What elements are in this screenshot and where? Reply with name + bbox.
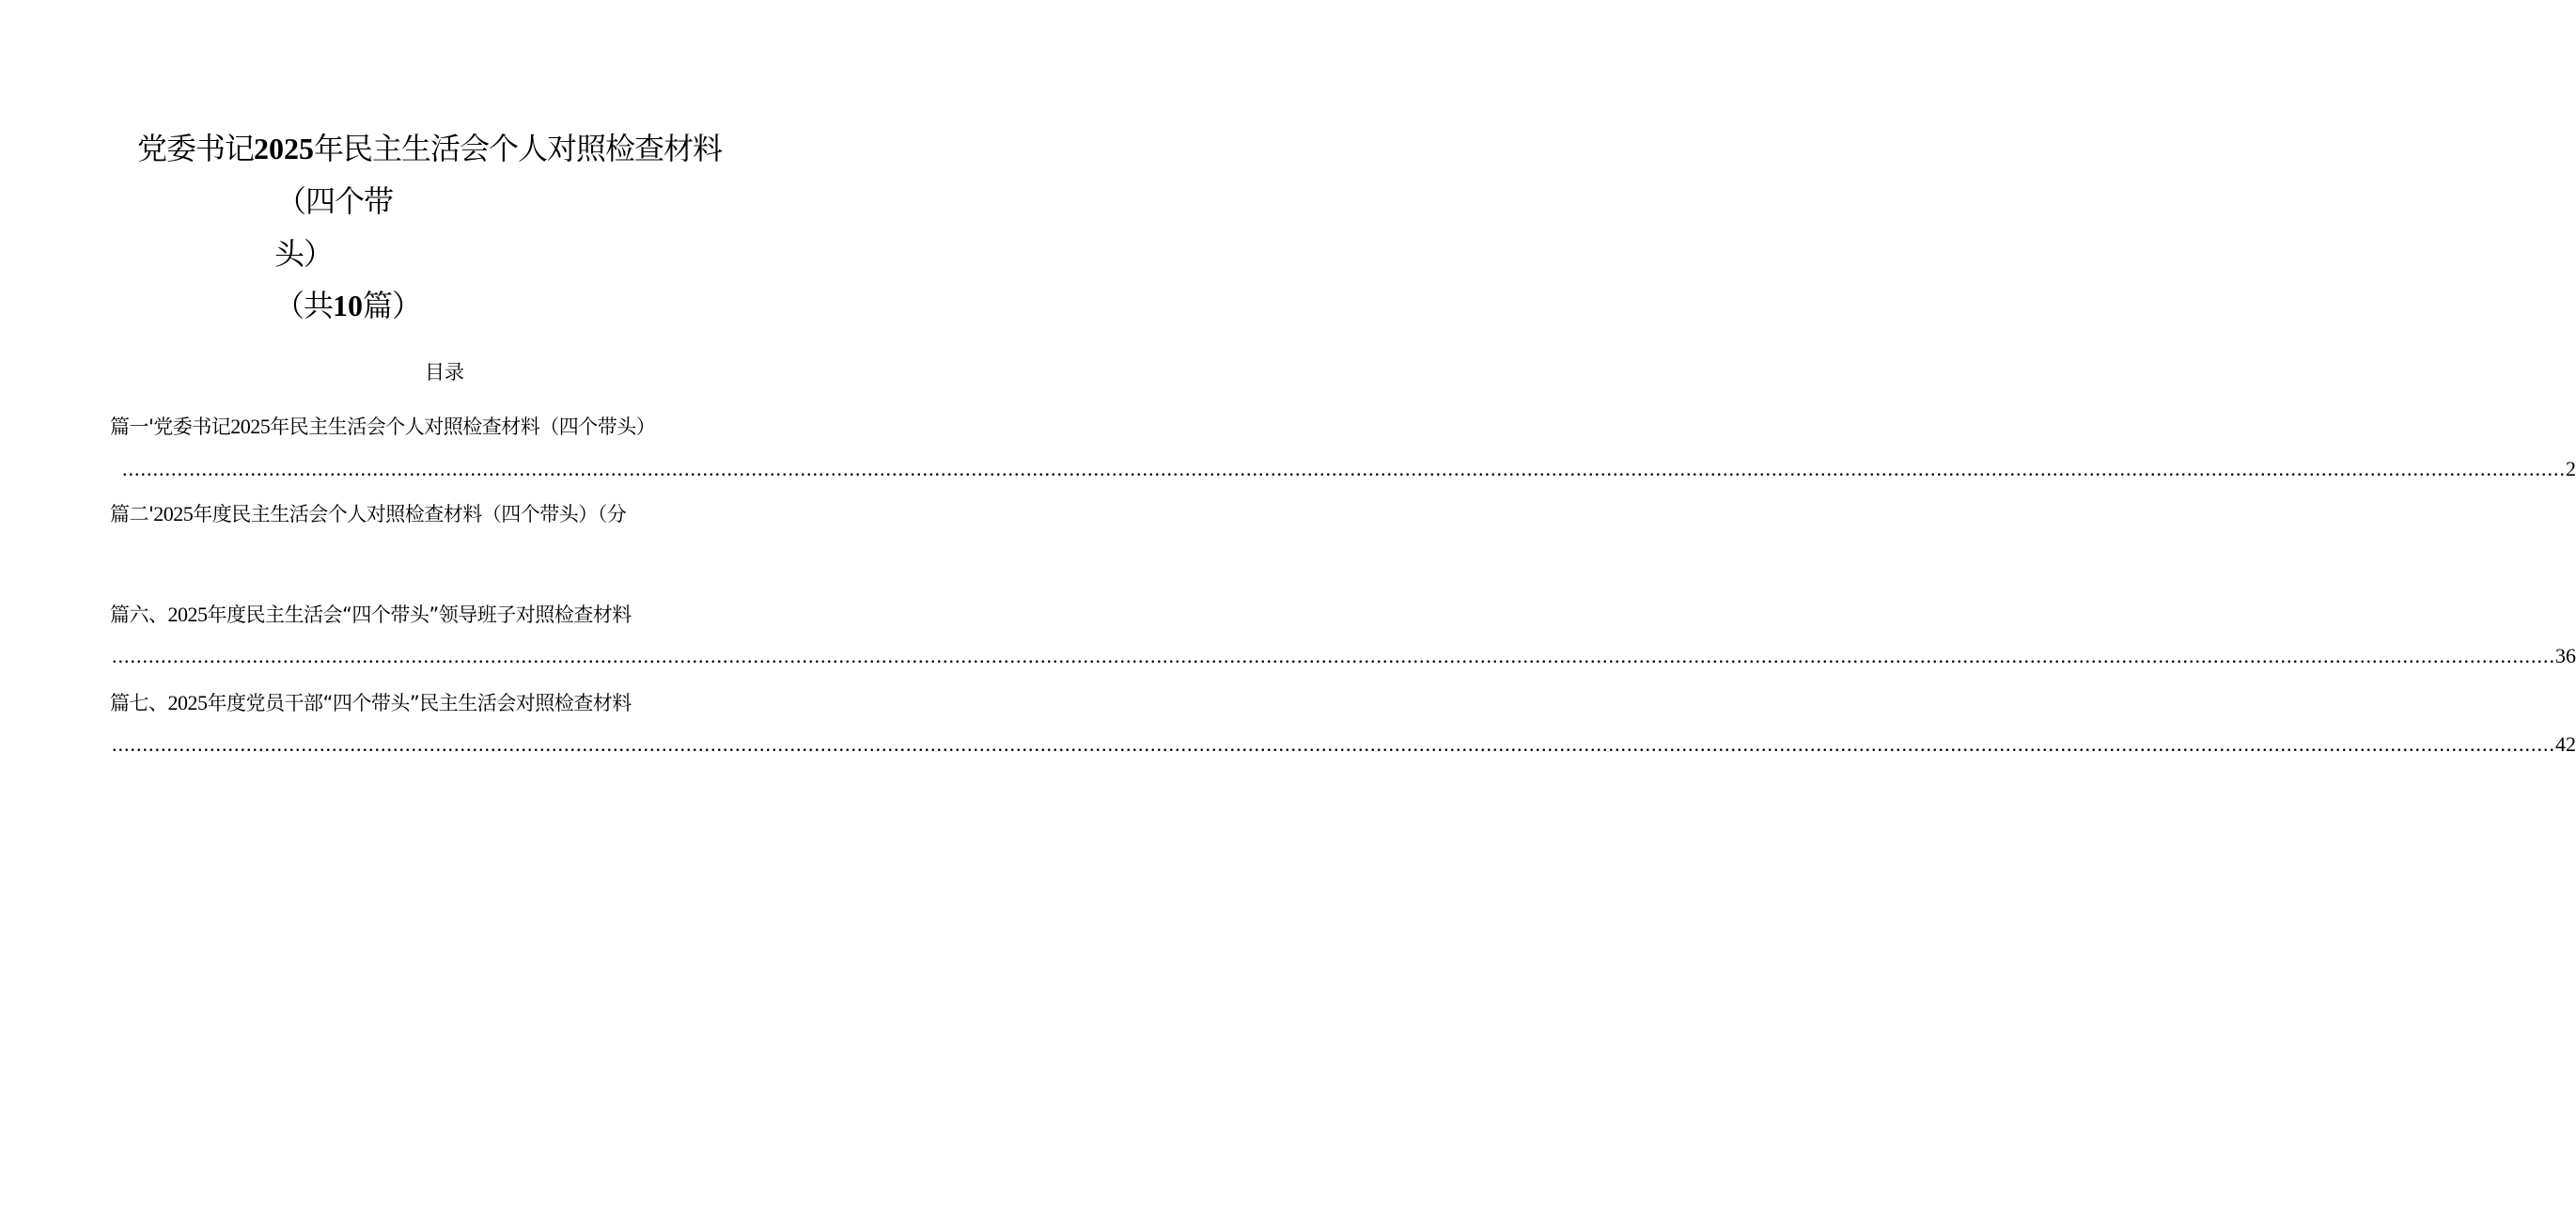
toc-entry-year: 2025 <box>230 415 271 438</box>
toc-dot-leader: ................................................................................................................................................................................................................................................................................................................................................................................................................ <box>112 644 2555 667</box>
title-prefix: 党委书记 <box>137 131 255 166</box>
document-subtitle-count <box>274 287 421 324</box>
title-suffix: 年民主生活会个人对照检查材料 <box>314 131 723 166</box>
toc-entry-2[interactable] <box>110 501 626 527</box>
toc-entry-year: 2025 <box>167 691 208 714</box>
toc-page-number: 2 <box>2566 457 2576 480</box>
toc-entry-suffix: 年民主生活会个人对照检查材料（四个带头） <box>270 416 656 438</box>
document-title-line-2: （四个带 <box>276 183 394 219</box>
toc-entry-prefix: 篇一'党委书记 <box>110 416 231 438</box>
toc-entry-prefix: 篇七、 <box>110 692 168 714</box>
toc-entry-suffix: 年度党员干部“四个带头”民主生活会对照检查材料 <box>207 692 632 714</box>
toc-page-number: 36 <box>2555 644 2576 667</box>
toc-entry-prefix: 篇二' <box>110 503 154 525</box>
toc-entry-year: 2025 <box>167 603 208 626</box>
toc-dot-leader: ................................................................................................................................................................................................................................................................................................................................................................................................................ <box>112 732 2555 756</box>
toc-entry-4[interactable] <box>110 690 632 716</box>
title-year: 2025 <box>254 132 315 165</box>
toc-entry-suffix: 年度民主生活会“四个带头”领导班子对照检查材料 <box>207 604 632 626</box>
toc-entry-1[interactable] <box>110 414 655 440</box>
document-title-line-3: 头） <box>274 236 334 272</box>
toc-entry-year: 2025 <box>153 502 194 525</box>
toc-entry-prefix: 篇六、 <box>110 604 168 626</box>
toc-heading: 目录 <box>425 361 464 384</box>
toc-dot-leader: ................................................................................................................................................................................................................................................................................................................................................................................................................ <box>122 457 2566 480</box>
toc-entry-suffix: 年度民主生活会个人对照检查材料（四个带头）（分 <box>193 503 627 525</box>
toc-entry-3[interactable] <box>110 602 632 628</box>
subtitle-prefix: （共 <box>274 288 334 323</box>
subtitle-suffix: 篇） <box>363 288 422 323</box>
subtitle-count: 10 <box>333 289 364 322</box>
toc-leader-4[interactable] <box>112 731 2576 758</box>
toc-leader-1[interactable] <box>122 456 2576 482</box>
toc-leader-3[interactable] <box>112 643 2576 669</box>
toc-page-number: 42 <box>2555 732 2576 756</box>
document-title-line-1 <box>137 130 722 167</box>
